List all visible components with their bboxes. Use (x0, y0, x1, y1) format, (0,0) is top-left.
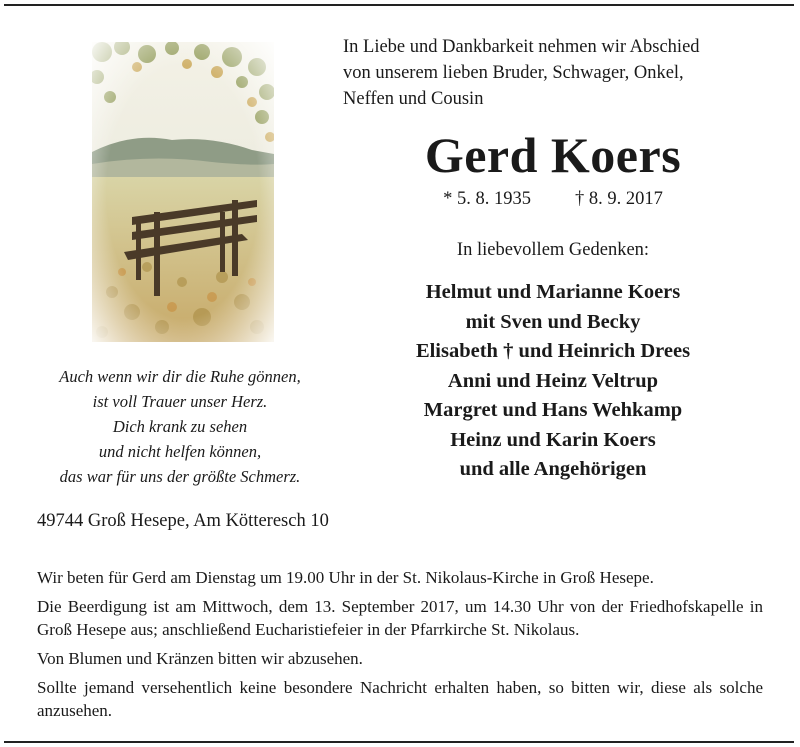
mourner-line: Heinz und Karin Koers (450, 428, 656, 451)
verse-line: das war für uns der größte Schmerz. (59, 467, 301, 486)
deceased-name: Gerd Koers (424, 127, 682, 183)
intro-line: von unserem lieben Bruder, Schwager, Onkel, (343, 63, 684, 83)
notice-paragraph: Die Beerdigung ist am Mittwoch, dem 13. September 2017, um 14.30 Uhr von der Friedhofskapelle in Groß Hesepe aus; anschließend Eucharistiefeier in der Pfarrkirche St. Nikolaus. (37, 597, 763, 639)
funeral-notice (37, 566, 763, 728)
notice-paragraph: Sollte jemand versehentlich keine besondere Nachricht erhalten haben, so bitten wir, diese als solche anzusehen. (37, 678, 763, 720)
mourner-line: Helmut und Marianne Koers (425, 281, 681, 303)
mourner-line: Elisabeth † und Heinrich Drees (415, 340, 691, 362)
memorial-verse (20, 364, 340, 489)
verse-line: und nicht helfen können, (98, 442, 262, 461)
verse-line: Auch wenn wir dir die Ruhe gönnen, (59, 367, 301, 386)
intro-line: Neffen und Cousin (343, 89, 484, 109)
life-dates (343, 189, 763, 210)
mourners-list (343, 278, 763, 485)
mourner-line: Anni und Heinz Veltrup (447, 369, 659, 392)
memory-heading: In liebevollem Gedenken: (456, 240, 650, 260)
verse-line: ist voll Trauer unser Herz. (92, 392, 268, 411)
family-address: 49744 Groß Hesepe, Am Kötteresch 10 (37, 511, 329, 531)
birth-date: * 5. 8. 1935 (443, 189, 531, 209)
mourner-line: mit Sven und Becky (465, 310, 641, 333)
verse-line: Dich krank zu sehen (112, 417, 248, 436)
notice-paragraph: Von Blumen und Kränzen bitten wir abzusehen. (37, 649, 363, 668)
notice-paragraph: Wir beten für Gerd am Dienstag um 19.00 Uhr in der St. Nikolaus-Kirche in Groß Hesepe. (37, 568, 654, 587)
death-date: † 8. 9. 2017 (575, 189, 663, 209)
intro-text (343, 34, 773, 112)
mourner-line: und alle Angehörigen (459, 458, 647, 480)
intro-line: In Liebe und Dankbarkeit nehmen wir Abschied (343, 37, 700, 57)
mourner-line: Margret und Hans Wehkamp (423, 399, 683, 421)
bench-photo (92, 42, 274, 342)
